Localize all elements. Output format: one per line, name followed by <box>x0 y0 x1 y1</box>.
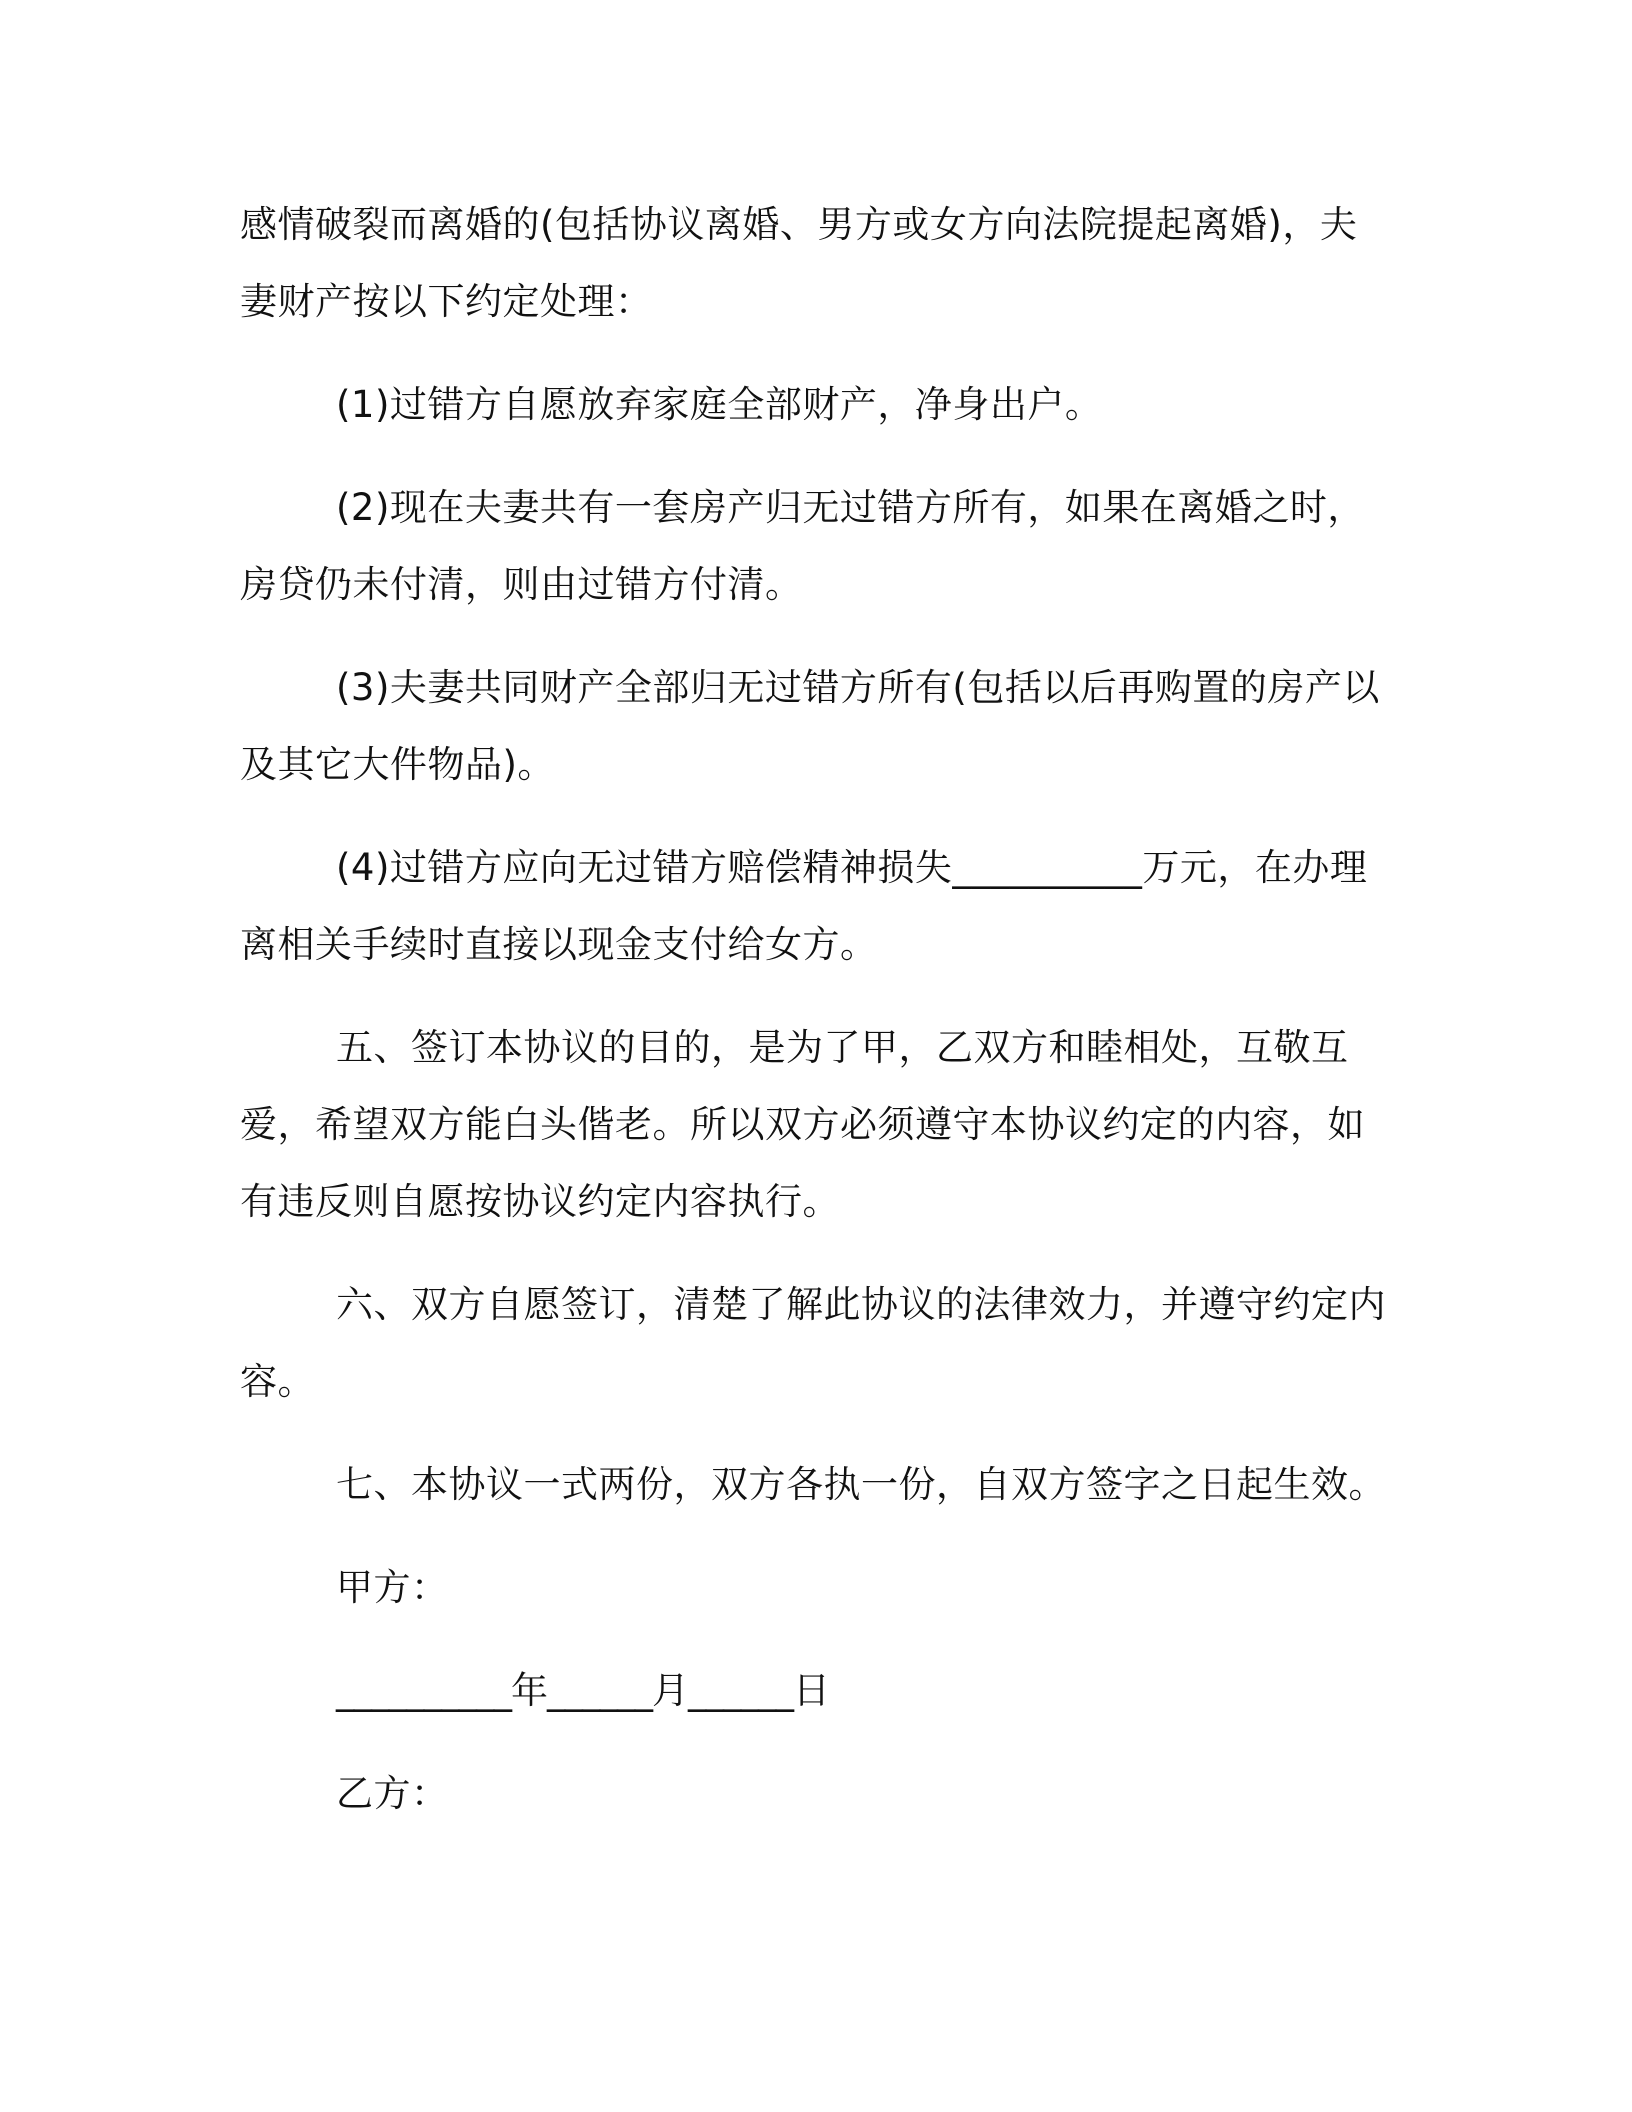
party-a-signature-label: 甲方： <box>336 1566 449 1609</box>
paragraph-item-2: (2)现在夫妻共有一套房产归无过错方所有，如果在离婚之时，房贷仍未付清，则由过错方付清。 <box>240 486 1365 606</box>
paragraph-property-intro: 感情破裂而离婚的(包括协议离婚、男方或女方向法院提起离婚)，夫妻财产按以下约定处理： <box>240 203 1358 323</box>
paragraph-clause-6: 六、双方自愿签订，清楚了解此协议的法律效力，并遵守约定内容。 <box>240 1283 1386 1403</box>
document-body <box>240 186 1392 1858</box>
signature-date-line: __________年______月______日 <box>336 1669 829 1712</box>
party-b-signature-label: 乙方： <box>336 1772 449 1815</box>
paragraph-clause-5: 五、签订本协议的目的，是为了甲，乙双方和睦相处，互敬互爱，希望双方能白头偕老。所以双方必须遵守本协议约定的内容，如有违反则自愿按协议约定内容执行。 <box>240 1026 1365 1223</box>
paragraph-item-4: (4)过错方应向无过错方赔偿精神损失__________万元，在办理离相关手续时直接以现金支付给女方。 <box>240 846 1368 966</box>
paragraph-clause-7: 七、本协议一式两份，双方各执一份，自双方签字之日起生效。 <box>336 1463 1386 1506</box>
paragraph-item-1: (1)过错方自愿放弃家庭全部财产，净身出户。 <box>336 383 1103 426</box>
paragraph-item-3: (3)夫妻共同财产全部归无过错方所有(包括以后再购置的房产以及其它大件物品)。 <box>240 666 1380 786</box>
